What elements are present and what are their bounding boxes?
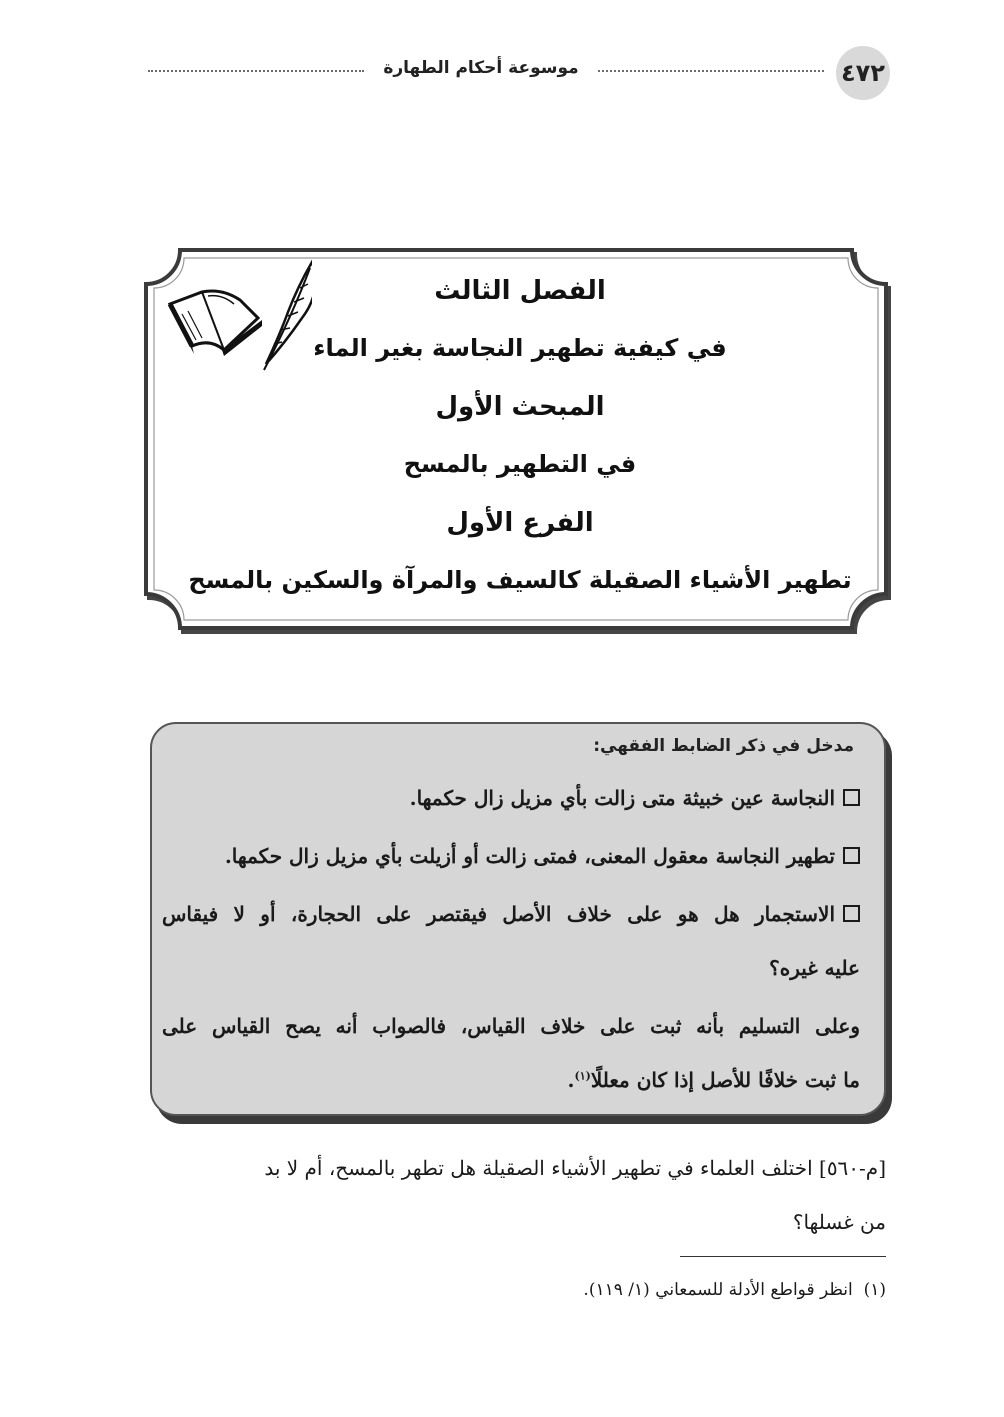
chapter-subtitle: في كيفية تطهير النجاسة بغير الماء (313, 334, 727, 362)
body-text-line1: [م-٥٦٠] اختلف العلماء في تطهير الأشياء الصقيلة هل تطهر بالمسح، أم لا بد (264, 1156, 886, 1180)
page-number: ٤٧٢ (836, 46, 890, 100)
intro-paragraph-line2-text: ما ثبت خلافًا للأصل إذا كان معللًا (590, 1068, 860, 1092)
intro-paragraph-line1: وعلى التسليم بأنه ثبت على خلاف القياس، فالصواب أنه يصح القياس على (162, 1014, 861, 1038)
header-dots-right (598, 70, 824, 72)
chapter-heading-frame (140, 242, 894, 642)
rule-item-3-text-line1: الاستجمار هل هو على خلاف الأصل فيقتصر على الحجارة، أو لا فيقاس (162, 902, 835, 926)
footnote (583, 1280, 886, 1300)
chapter-title: الفصل الثالث (434, 276, 606, 306)
header-dots-left (148, 70, 364, 72)
rule-item-3-line2: عليه غيره؟ (769, 956, 860, 980)
rule-item-3 (162, 902, 860, 926)
checkbox-icon (843, 905, 860, 922)
footnote-number: (١) (863, 1280, 886, 1300)
section-title: المبحث الأول (435, 392, 605, 422)
body-text-line2: من غسلها؟ (792, 1210, 886, 1234)
footnote-separator (680, 1256, 886, 1257)
section-subtitle: في التطهير بالمسح (403, 450, 637, 478)
branch-subtitle: تطهير الأشياء الصقيلة كالسيف والمرآة والسكين بالمسح (188, 566, 852, 594)
rule-item-2-text: تطهير النجاسة معقول المعنى، فمتى زالت أو أزيلت بأي مزيل زال حكمها. (224, 844, 835, 868)
checkbox-icon (843, 789, 860, 806)
jurisprudential-rule-box (150, 722, 886, 1116)
footnote-marker: (١) (574, 1069, 591, 1083)
running-title: موسوعة أحكام الطهارة (383, 58, 579, 78)
rule-item-2 (162, 844, 860, 868)
intro-box-title: مدخل في ذكر الضابط الفقهي: (593, 736, 854, 756)
rule-item-1 (162, 786, 860, 810)
checkbox-icon (843, 847, 860, 864)
branch-title: الفرع الأول (446, 508, 594, 538)
intro-paragraph-end: . (567, 1068, 575, 1092)
intro-paragraph-line2 (162, 1068, 860, 1092)
page-header (0, 0, 1004, 110)
rule-item-1-text: النجاسة عين خبيثة متى زالت بأي مزيل زال حكمها. (409, 786, 835, 810)
footnote-text: انظر قواطع الأدلة للسمعاني (١/ ١١٩). (583, 1280, 853, 1300)
